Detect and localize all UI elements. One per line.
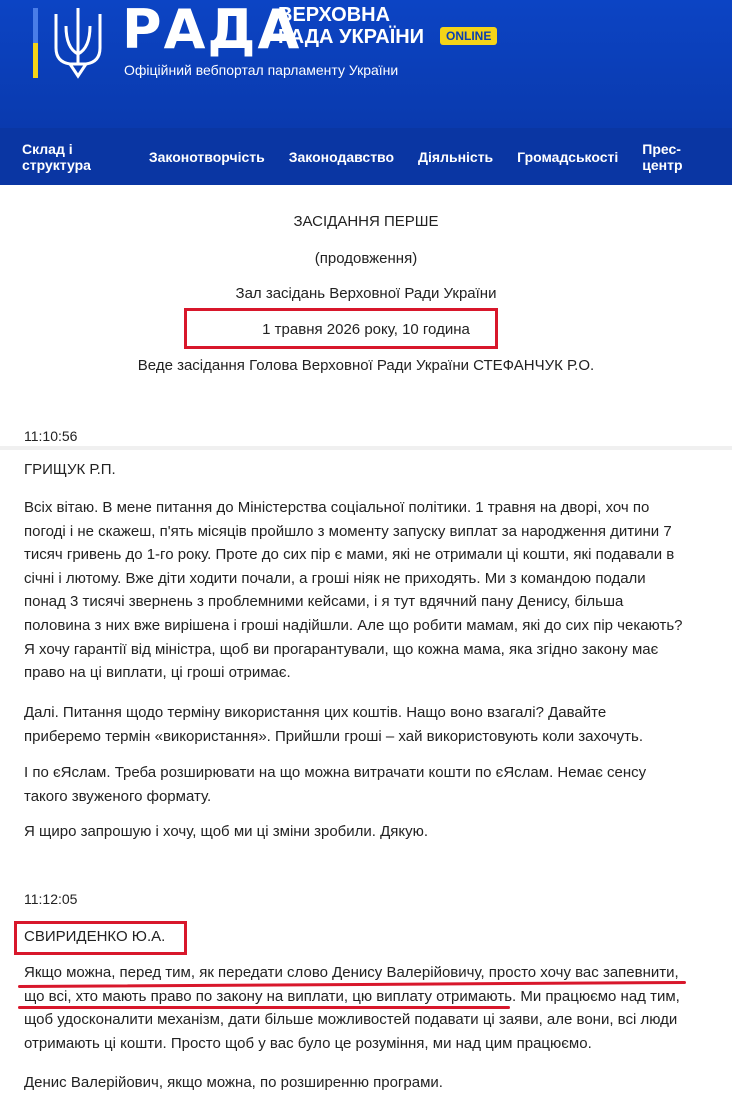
logo-sub-line2: РАДА УКРАЇНИ — [278, 26, 425, 48]
paragraph: Всіх вітаю. В мене питання до Міністерства соціальної політики. 1 травня на дворі, хоч по погоді і не скажеш, п'ять місяців пройшло з моменту запуску виплат за народження дитини 7 тисяч гривень до 1-го року. Проте до сих пір є мами, які не отримали ці кошти, які подавали в січні і лютому. Вже діти ходити почали, а гроші ніяк не приходять. Ми з командою подали понад 3 тисячі звернень з проблемними кейсами, і я тут вдячний пану Денису, більша половина з них вже вирішена і гроші надійшли. Але що робити мамам, які до сих пір чекають? Я хочу гарантії від міністра, щоб ви прогарантували, що кожна мама, яка згідно закону має право на ці виплати, ці гроші отримає. — [24, 499, 683, 682]
session-subtitle: (продовження) — [314, 250, 418, 267]
speaker-name: ГРИЩУК Р.П. — [24, 461, 116, 478]
paragraph: Денис Валерійович, якщо можна, по розширенню програми. — [24, 1074, 443, 1091]
portal-caption: Офіційний вебпортал парламенту України — [124, 62, 399, 78]
timestamp: 11:10:56 — [24, 428, 78, 444]
paragraph: І по єЯслам. Треба розширювати на що можна витрачати кошти по єЯслам. Немає сенсу такого звуженого формату. — [24, 764, 647, 805]
nav-item-legislation[interactable]: Законодавство — [288, 148, 395, 165]
session-hall: Зал засідань Верховної Ради України — [235, 285, 497, 302]
online-badge: ONLINE — [440, 27, 497, 45]
nav-item-public[interactable]: Громадськості — [517, 148, 619, 165]
nav-item-structure[interactable]: Склад і структура — [22, 140, 91, 173]
divider — [0, 446, 732, 450]
timestamp: 11:12:05 — [24, 891, 78, 907]
session-datetime: 1 травня 2026 року, 10 година — [262, 321, 470, 338]
flag-strip — [33, 8, 38, 78]
logo-subtitle — [278, 4, 424, 48]
site-header — [0, 0, 732, 128]
nav-item-activity[interactable]: Діяльність — [418, 148, 494, 165]
nav-item-lawmaking[interactable]: Законотворчість — [148, 148, 265, 165]
highlight-underline — [18, 1006, 510, 1009]
main-nav — [0, 128, 732, 185]
logo-word[interactable]: РАДА — [122, 0, 302, 61]
logo-sub-line1: ВЕРХОВНА — [278, 4, 391, 26]
session-title: ЗАСІДАННЯ ПЕРШЕ — [293, 213, 439, 230]
paragraph: Якщо можна, перед тим, як передати слово Денису Валерійовичу, просто хочу вас запевнити, що всі, хто мають право по закону на виплати, цю виплату отримають. Ми працюємо над тим, щоб удосконалити механізм, дати більше можливостей подавати ці заяви, але вони, всі люди отримають ці кошти. Просто щоб у вас було це розуміння, ми над цим працюємо. — [24, 964, 680, 1052]
speaker-name: СВИРИДЕНКО Ю.А. — [24, 928, 166, 945]
nav-item-press[interactable]: Прес-центр — [642, 140, 683, 173]
paragraph: Далі. Питання щодо терміну використання цих коштів. Нащо воно взагалі? Давайте приберемо термін «використання». Прийшли гроші – хай використовують коли захочуть. — [24, 704, 643, 745]
paragraph: Я щиро запрошую і хочу, щоб ми ці зміни зробили. Дякую. — [24, 823, 429, 840]
trident-logo-icon[interactable] — [50, 4, 106, 80]
session-chair: Веде засідання Голова Верховної Ради України СТЕФАНЧУК Р.О. — [137, 357, 595, 374]
